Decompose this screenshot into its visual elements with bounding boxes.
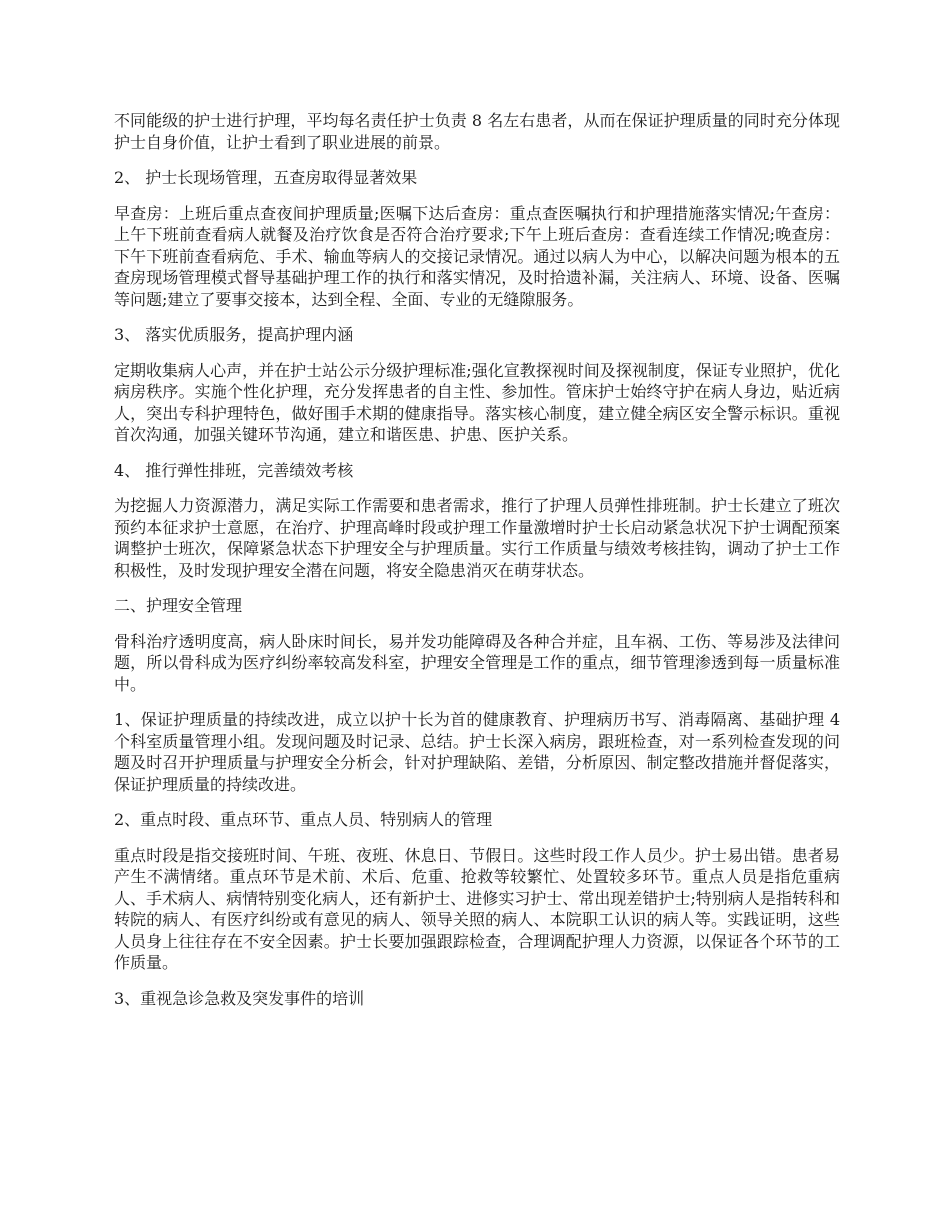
paragraph: 为挖掘人力资源潜力，满足实际工作需要和患者需求，推行了护理人员弹性排班制。护士长建立了班次预约本征求护士意愿，在治疗、护理高峰时段或护理工作量激增时护士长启动紧急状况下护士调配预案调整护士班次，保障紧急状态下护理安全与护理质量。实行工作质量与绩效考核挂钩，调动了护士工作积极性，及时发现护理安全潜在问题，将安全隐患消灭在萌芽状态。 [114, 496, 840, 580]
paragraph: 不同能级的护士进行护理，平均每名责任护士负责 8 名左右患者，从而在保证护理质量的同时充分体现护士自身价值，让护士看到了职业进展的前景。 [114, 111, 840, 152]
section-heading: 4、 推行弹性排班，完善绩效考核 [114, 460, 354, 480]
paragraph: 早查房：上班后重点查夜间护理质量;医嘱下达后查房：重点查医嘱执行和护理措施落实情况;午查房：上午下班前查看病人就餐及治疗饮食是否符合治疗要求;下午上班后查房：查看连续工作情况;晚查房：下午下班前查看病危、手术、输血等病人的交接记录情况。通过以病人为中心，以解决问题为根本的五查房现场管理模式督导基础护理工作的执行和落实情况，及时拾遗补漏，关注病人、环境、设备、医嘱等问题;建立了要事交接本，达到全程、全面、专业的无缝隙服务。 [114, 203, 840, 309]
section-heading: 二、护理安全管理 [114, 596, 243, 615]
section-heading: 3、 落实优质服务，提高护理内涵 [114, 325, 354, 344]
section-heading: 2、重点时段、重点环节、重点人员、特别病人的管理 [114, 810, 493, 829]
section-heading: 3、重视急诊急救及突发事件的培训 [114, 988, 365, 1008]
paragraph: 定期收集病人心声，并在护士站公示分级护理标准;强化宣教探视时间及探视制度，保证专业照护，优化病房秩序。实施个性化护理，充分发挥患者的自主性、参加性。管床护士始终守护在病人身边，贴近病人，突出专科护理特色，做好围手术期的健康指导。落实核心制度，建立健全病区安全警示标识。重视首次沟通，加强关键环节沟通，建立和谐医患、护患、医护关系。 [114, 360, 840, 444]
section-heading: 2、 护士长现场管理，五查房取得显著效果 [114, 168, 418, 187]
paragraph: 1、保证护理质量的持续改进，成立以护十长为首的健康教育、护理病历书写、消毒隔离、基础护理 4 个科室质量管理小组。发现问题及时记录、总结。护士长深入病房，跟班检查，对一系列检查发现的问题及时召开护理质量与护理安全分析会，针对护理缺陷、差错，分析原因、制定整改措施并督促落实，保证护理质量的持续改进。 [114, 710, 840, 794]
paragraph: 骨科治疗透明度高，病人卧床时间长，易并发功能障碍及各种合并症，且车祸、工伤、等易涉及法律问题，所以骨科成为医疗纠纷率较高发科室，护理安全管理是工作的重点，细节管理渗透到每一质量标准中。 [114, 631, 840, 694]
paragraph: 重点时段是指交接班时间、午班、夜班、休息日、节假日。这些时段工作人员少。护士易出错。患者易产生不满情绪。重点环节是术前、术后、危重、抢救等较繁忙、处置较多环节。重点人员是指危重病人、手术病人、病情特别变化病人，还有新护士、进修实习护士、常出现差错护士;特别病人是指转科和转院的病人、有医疗纠纷或有意见的病人、领导关照的病人、本院职工认识的病人等。实践证明，这些人员身上往往存在不安全因素。护士长要加强跟踪检查，合理调配护理人力资源，以保证各个环节的工作质量。 [114, 845, 840, 972]
